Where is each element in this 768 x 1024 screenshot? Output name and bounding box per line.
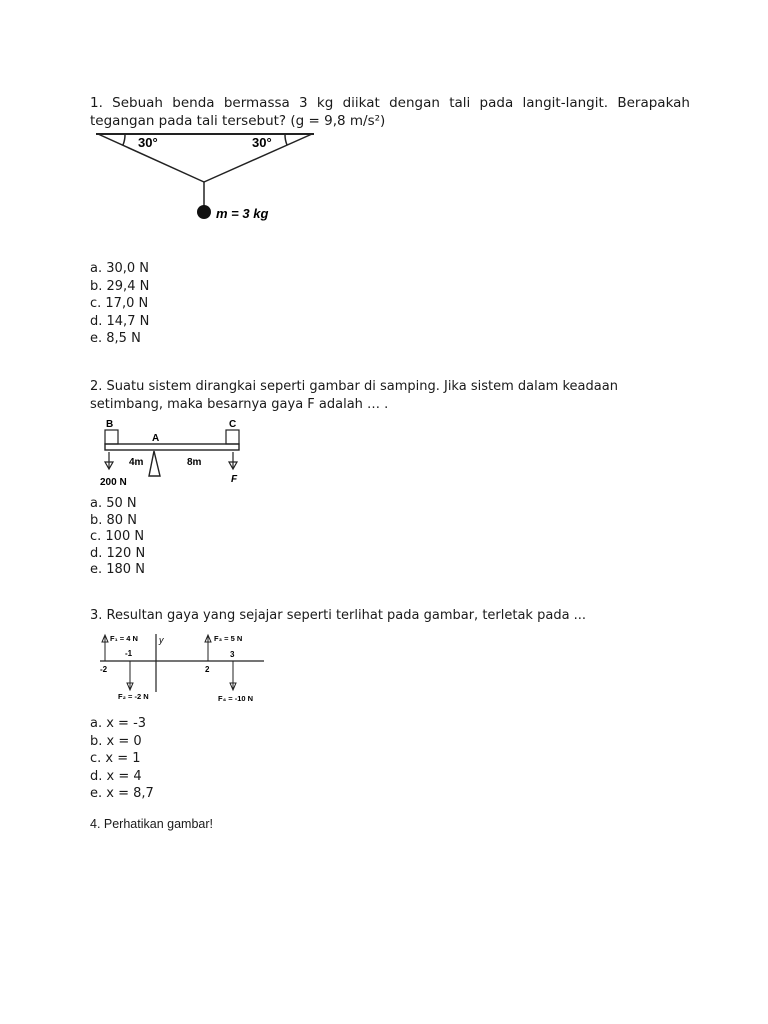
q3-option-e[interactable]: e. x = 8,7 bbox=[90, 786, 154, 801]
f4-label: F₄ = -10 N bbox=[218, 694, 254, 703]
q3-option-a[interactable]: a. x = -3 bbox=[90, 716, 147, 731]
q1-option-c[interactable]: c. 17,0 N bbox=[90, 296, 149, 311]
block-c bbox=[226, 430, 239, 444]
angle-right-label: 30° bbox=[252, 135, 272, 150]
q3-option-c[interactable]: c. x = 1 bbox=[90, 751, 141, 766]
angle-left-label: 30° bbox=[138, 135, 158, 150]
q1-options bbox=[90, 260, 149, 348]
f2-label: F₂ = -2 N bbox=[118, 692, 149, 701]
q3-option-d[interactable]: d. x = 4 bbox=[90, 768, 142, 784]
figure-q2-lever bbox=[96, 416, 256, 492]
dist-right: 8m bbox=[187, 457, 202, 468]
q1-option-d[interactable]: d. 14,7 N bbox=[90, 313, 150, 329]
question-1-text: 1. Sebuah benda bermassa 3 kg diikat dengan tali pada langit-langit. Berapakah tegangan pada tali tersebut? (g = 9,8 m/s²) bbox=[90, 95, 690, 129]
mass-label: m = 3 kg bbox=[216, 206, 269, 221]
q2-options bbox=[90, 496, 145, 579]
q2-option-a[interactable]: a. 50 N bbox=[90, 496, 137, 511]
f1-label: F₁ = 4 N bbox=[110, 634, 138, 643]
fulcrum bbox=[149, 451, 160, 476]
tick-minus-2: -2 bbox=[100, 665, 108, 674]
q2-option-c[interactable]: c. 100 N bbox=[90, 529, 145, 544]
tick-2: 2 bbox=[205, 665, 210, 674]
q1-option-b[interactable]: b. 29,4 N bbox=[90, 278, 150, 294]
mass-ball bbox=[197, 205, 211, 219]
lever-bar bbox=[105, 444, 239, 450]
label-b: B bbox=[106, 419, 114, 430]
q1-option-e[interactable]: e. 8,5 N bbox=[90, 331, 141, 346]
label-c: C bbox=[229, 419, 237, 430]
block-b bbox=[105, 430, 118, 444]
q1-option-a[interactable]: a. 30,0 N bbox=[90, 261, 150, 276]
label-a: A bbox=[152, 433, 160, 444]
y-label: y bbox=[159, 635, 164, 645]
q3-options bbox=[90, 715, 154, 803]
question-3-text: 3. Resultan gaya yang sejajar seperti terlihat pada gambar, terletak pada ... bbox=[90, 608, 587, 623]
force-left: 200 N bbox=[100, 477, 127, 488]
force-right: F bbox=[231, 474, 238, 485]
question-2-text: 2. Suatu sistem dirangkai seperti gambar di samping. Jika sistem dalam keadaan setimbang, maka besarnya gaya F adalah … . bbox=[90, 379, 618, 412]
tick-minus-1: -1 bbox=[125, 649, 133, 658]
figure-q3-parallel-forces bbox=[94, 628, 274, 706]
q2-option-b[interactable]: b. 80 N bbox=[90, 512, 137, 528]
tick-3: 3 bbox=[230, 650, 235, 659]
dist-left: 4m bbox=[129, 457, 144, 468]
q3-option-b[interactable]: b. x = 0 bbox=[90, 733, 142, 749]
question-4-text: 4. Perhatikan gambar! bbox=[90, 817, 213, 831]
q2-option-e[interactable]: e. 180 N bbox=[90, 562, 145, 577]
q2-option-d[interactable]: d. 120 N bbox=[90, 545, 146, 561]
f3-label: F₃ = 5 N bbox=[214, 634, 243, 643]
figure-q1-hanging-mass bbox=[92, 130, 322, 230]
